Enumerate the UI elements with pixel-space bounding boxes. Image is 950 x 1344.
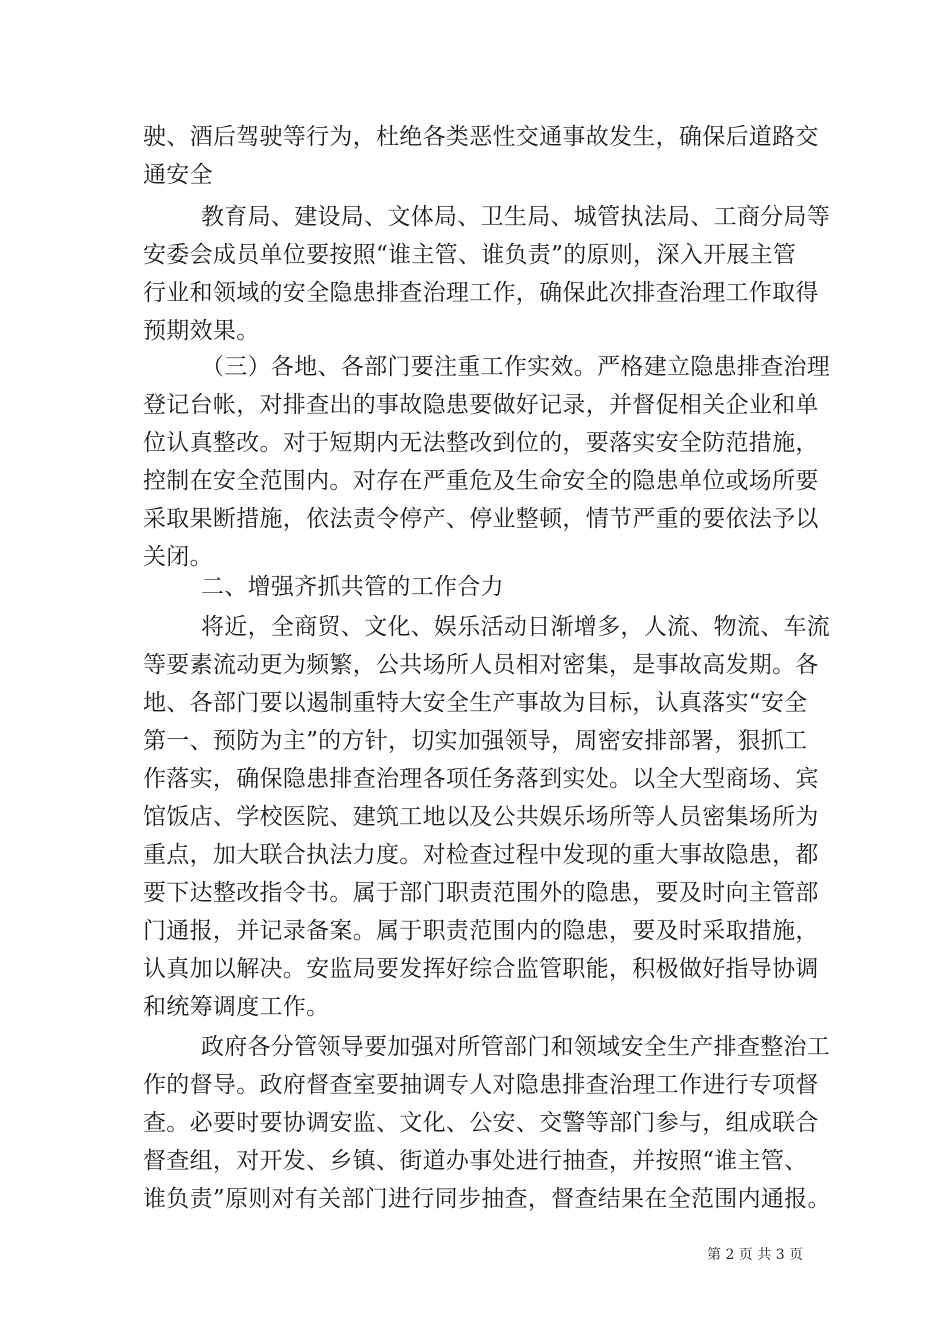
body-text-line: 将近，全商贸、文化、娱乐活动日渐增多，人流、物流、车流 xyxy=(201,614,831,640)
body-text-line: 地、各部门要以遏制重特大安全生产事故为目标，认真落实“安全 xyxy=(143,690,808,716)
body-text-line: 行业和领域的安全隐患排查治理工作，确保此次排查治理工作取得 xyxy=(143,280,819,306)
body-text-line: 控制在安全范围内。对存在严重危及生命安全的隐患单位或场所要 xyxy=(143,468,819,494)
body-text-line: 第一、预防为主”的方针，切实加强领导，周密安排部署，狠抓工 xyxy=(143,728,808,754)
body-text-line: 采取果断措施，依法责令停产、停业整顿，情节严重的要依法予以 xyxy=(143,506,819,532)
body-text-line: 督查组，对开发、乡镇、街道办事处进行抽查，并按照“谁主管、 xyxy=(143,1148,808,1174)
body-text-line: 重点，加大联合执法力度。对检查过程中发现的重大事故隐患，都 xyxy=(143,842,819,868)
page-number: 第 2 页 共 3 页 xyxy=(707,1247,804,1263)
body-text-line: 门通报，并记录备案。属于职责范围内的隐患，要及时采取措施， xyxy=(143,918,819,944)
body-text-line: 驶、酒后驾驶等行为，杜绝各类恶性交通事故发生，确保后道路交 xyxy=(143,124,819,150)
body-text-line: 关闭。 xyxy=(143,544,213,570)
body-text-line: 要下达整改指令书。属于部门职责范围外的隐患，要及时向主管部 xyxy=(143,880,819,906)
body-text-line: 等要素流动更为频繁，公共场所人员相对密集，是事故高发期。各 xyxy=(143,652,819,678)
section-heading: 二、增强齐抓共管的工作合力 xyxy=(201,574,504,600)
body-text-line: 认真加以解决。安监局要发挥好综合监管职能，积极做好指导协调 xyxy=(143,956,819,982)
body-text-line: 安委会成员单位要按照“谁主管、谁负责”的原则，深入开展主管 xyxy=(143,242,797,268)
body-text-line: 预期效果。 xyxy=(143,318,260,344)
body-text-line: 馆饭店、学校医院、建筑工地以及公共娱乐场所等人员密集场所为 xyxy=(143,804,819,830)
body-text-line: 查。必要时要协调安监、文化、公安、交警等部门参与，组成联合 xyxy=(143,1110,819,1136)
body-text-line: 作落实，确保隐患排查治理各项任务落到实处。以全大型商场、宾 xyxy=(143,766,819,792)
body-text-line: 登记台帐，对排查出的事故隐患要做好记录，并督促相关企业和单 xyxy=(143,392,819,418)
body-text-line: 作的督导。政府督查室要抽调专人对隐患排查治理工作进行专项督 xyxy=(143,1072,819,1098)
body-text-line: （三）各地、各部门要注重工作实效。严格建立隐患排查治理 xyxy=(201,354,831,380)
body-text-line: 和统筹调度工作。 xyxy=(143,994,330,1020)
body-text-line: 通安全 xyxy=(143,162,213,188)
body-text-line: 位认真整改。对于短期内无法整改到位的，要落实安全防范措施， xyxy=(143,430,819,456)
body-text-line: 谁负责”原则对有关部门进行同步抽查，督查结果在全范围内通报。 xyxy=(143,1186,831,1212)
body-text-line: 政府各分管领导要加强对所管部门和领域安全生产排查整治工 xyxy=(201,1034,831,1060)
body-text-line: 教育局、建设局、文体局、卫生局、城管执法局、工商分局等 xyxy=(201,204,831,230)
